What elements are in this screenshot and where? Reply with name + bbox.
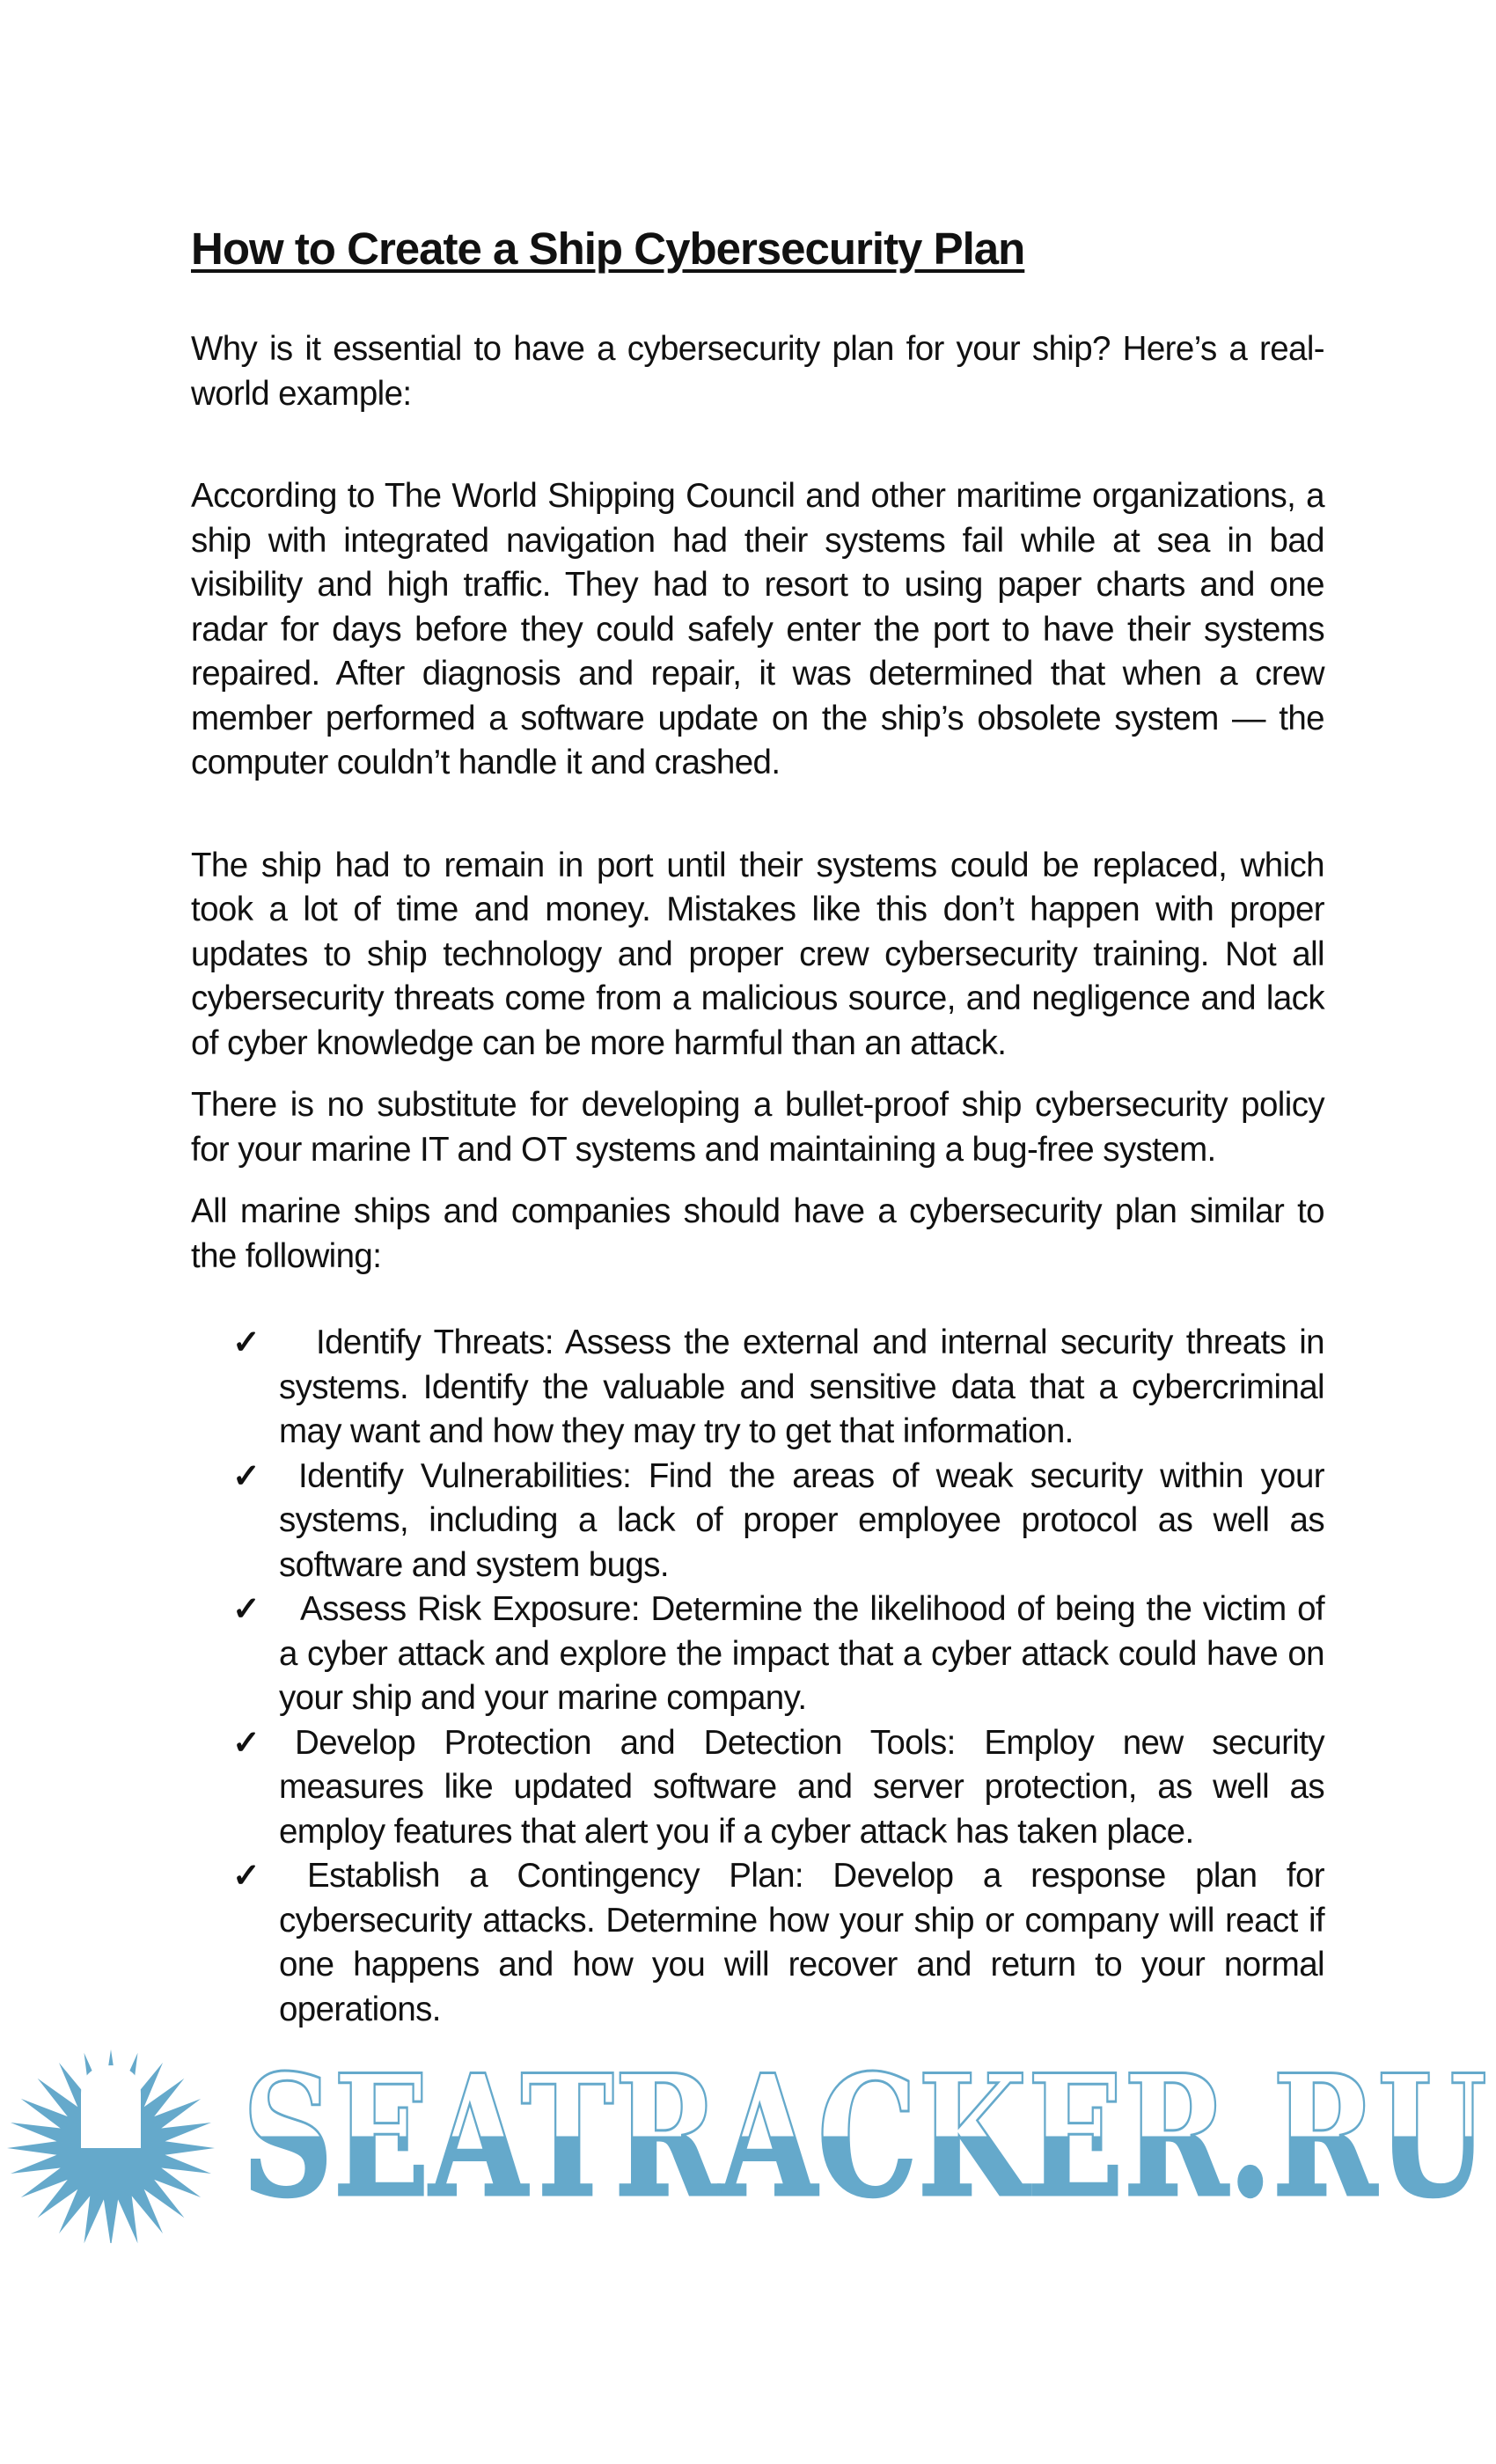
policy-paragraph: There is no substitute for developing a bullet-proof ship cybersecurity policy for your marine IT and OT systems and maintaining a bug-free system. xyxy=(191,1086,1324,1169)
list-item-text: Identify Threats: Assess the external and internal security threats in systems. Identify the valuable and sensitive data that a cybercriminal may want and how they may try to get that information. xyxy=(279,1324,1324,1450)
checkmark-icon: ✓ xyxy=(232,1724,260,1762)
sun-logo-icon xyxy=(7,2050,215,2243)
plan-intro-paragraph: All marine ships and companies should have a cybersecurity plan similar to the following: xyxy=(191,1192,1324,1275)
checkmark-icon: ✓ xyxy=(232,1457,260,1495)
checkmark-icon: ✓ xyxy=(232,1858,260,1895)
list-item xyxy=(232,1588,1324,1721)
list-item-text: Develop Protection and Detection Tools: Employ new security measures like updated software and server protection, as well as employ features that alert you if a cyber attack has taken place. xyxy=(279,1723,1324,1851)
consequence-paragraph: The ship had to remain in port until their systems could be replaced, which took a lot of time and money. Mistakes like this don’t happen with proper updates to ship technology and proper crew cybersecurity training. Not all cybersecurity threats come from a malicious source, and negligence and lack of cyber knowledge can be more harmful than an attack. xyxy=(191,846,1324,1062)
list-item-text: Establish a Contingency Plan: Develop a response plan for cybersecurity attacks. Determine how your ship or company will react if one happens and how you will recover and return to your normal operations. xyxy=(279,1857,1324,2028)
watermark-text: SEATRACKER.RU xyxy=(242,2041,1487,2234)
list-item xyxy=(232,1721,1324,1855)
list-item xyxy=(232,1854,1324,2032)
checkmark-icon: ✓ xyxy=(232,1324,260,1361)
checklist xyxy=(191,1321,1324,2032)
checkmark-icon: ✓ xyxy=(232,1591,260,1628)
seatracker-watermark xyxy=(0,2041,1496,2243)
list-item xyxy=(232,1455,1324,1588)
example-paragraph: According to The World Shipping Council and other maritime organizations, a ship with integrated navigation had their systems fail while at sea in bad visibility and high traffic. They had to resort to using paper charts and one radar for days before they could safely enter the port to have their systems repaired. After diagnosis and repair, it was determined that when a crew member performed a software update on the ship’s obsolete system — the computer couldn’t handle it and crashed. xyxy=(191,477,1324,781)
intro-paragraph: Why is it essential to have a cybersecurity plan for your ship? Here’s a real-world example: xyxy=(191,330,1324,413)
list-item-text: Assess Risk Exposure: Determine the likelihood of being the victim of a cyber attack and explore the impact that a cyber attack could have on your ship and your marine company. xyxy=(279,1590,1324,1717)
page-title: How to Create a Ship Cybersecurity Plan xyxy=(191,224,1025,274)
list-item xyxy=(232,1321,1324,1455)
list-item-text: Identify Vulnerabilities: Find the areas of weak security within your systems, including a lack of proper employee protocol as well as software and system bugs. xyxy=(279,1456,1324,1584)
